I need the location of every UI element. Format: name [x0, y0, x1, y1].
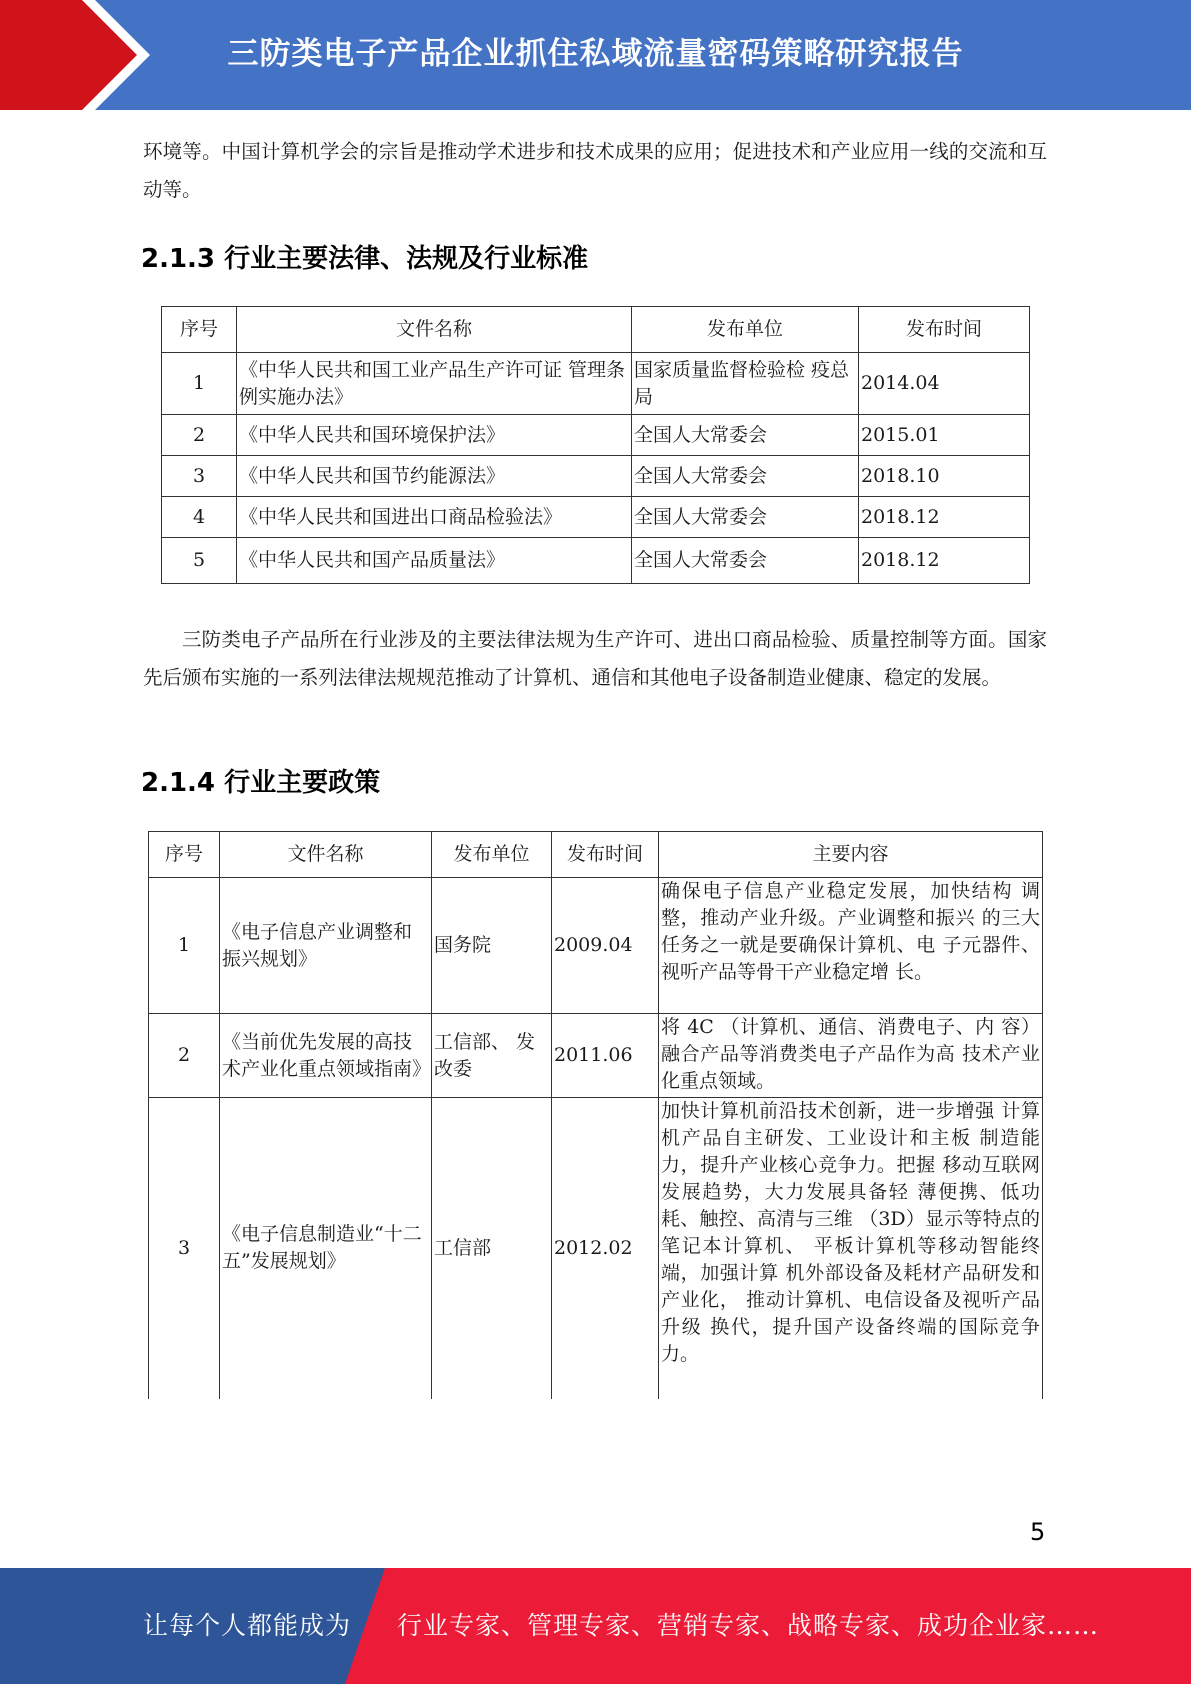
table-cell: 国务院	[432, 878, 552, 1014]
table-cell: 全国人大常委会	[632, 456, 859, 497]
table-cell: 2015.01	[859, 415, 1030, 456]
table-cell: 3	[149, 1098, 220, 1399]
table-cell: 2012.02	[552, 1098, 659, 1399]
header-arrow-decoration	[0, 0, 160, 110]
table-cell: 4	[162, 497, 237, 538]
table-cell: 1	[162, 353, 237, 415]
header-cell: 发布单位	[632, 307, 859, 353]
table-cell: 全国人大常委会	[632, 497, 859, 538]
document-title: 三防类电子产品企业抓住私域流量密码策略研究报告	[227, 35, 964, 72]
table-row	[162, 415, 1030, 456]
footer-slogan-right: 行业专家、管理专家、营销专家、战略专家、成功企业家……	[397, 1611, 1100, 1640]
laws-table	[161, 306, 1030, 584]
header-banner	[0, 0, 1191, 110]
table-cell: 工信部	[432, 1098, 552, 1399]
header-cell: 主要内容	[659, 832, 1043, 878]
table-cell: 3	[162, 456, 237, 497]
header-cell: 文件名称	[220, 832, 432, 878]
table-cell: 将 4C （计算机、通信、消费电子、内 容）融合产品等消费类电子产品作为高 技术产业化重点领域。	[659, 1014, 1043, 1098]
table-row	[162, 538, 1030, 584]
table-cell: 《中华人民共和国产品质量法》	[237, 538, 632, 584]
table-cell: 《中华人民共和国进出口商品检验法》	[237, 497, 632, 538]
table-cell: 2018.12	[859, 538, 1030, 584]
table-cell: 《电子信息产业调整和振兴规划》	[220, 878, 432, 1014]
table-cell: 2009.04	[552, 878, 659, 1014]
header-cell: 序号	[149, 832, 220, 878]
table-cell: 《中华人民共和国环境保护法》	[237, 415, 632, 456]
table-cell: 确保电子信息产业稳定发展，加快结构 调整，推动产业升级。产业调整和振兴 的三大任务之一就是要确保计算机、电 子元器件、视听产品等骨干产业稳定增 长。	[659, 878, 1043, 1014]
laws-paragraph: 三防类电子产品所在行业涉及的主要法律法规为生产许可、进出口商品检验、质量控制等方面。国家先后颁布实施的一系列法律法规规范推动了计算机、通信和其他电子设备制造业健康、稳定的发展。	[143, 628, 1047, 689]
table-cell: 1	[149, 878, 220, 1014]
table-row	[162, 353, 1030, 415]
intro-paragraph: 环境等。中国计算机学会的宗旨是推动学术进步和技术成果的应用；促进技术和产业应用一线的交流和互动等。	[143, 140, 1047, 201]
page-number: 5	[1030, 1518, 1046, 1546]
table-cell: 全国人大常委会	[632, 538, 859, 584]
table-row	[162, 497, 1030, 538]
header-cell: 文件名称	[237, 307, 632, 353]
policies-table	[148, 831, 1043, 1399]
table-cell: 全国人大常委会	[632, 415, 859, 456]
table-row	[162, 456, 1030, 497]
header-cell: 发布时间	[859, 307, 1030, 353]
footer-banner	[0, 1568, 1191, 1684]
table-row	[149, 1014, 1043, 1098]
table-header-row	[149, 832, 1043, 878]
footer-slogan-left: 让每个人都能成为	[143, 1611, 352, 1640]
table-cell: 《当前优先发展的高技术产业化重点领域指南》	[220, 1014, 432, 1098]
section-heading-laws: 2.1.3 行业主要法律、法规及行业标准	[141, 244, 589, 274]
table-header-row	[162, 307, 1030, 353]
table-cell: 2014.04	[859, 353, 1030, 415]
table-row	[149, 878, 1043, 1014]
table-cell: 《中华人民共和国节约能源法》	[237, 456, 632, 497]
table-cell: 工信部、 发改委	[432, 1014, 552, 1098]
table-cell: 2011.06	[552, 1014, 659, 1098]
table-cell: 2018.12	[859, 497, 1030, 538]
table-cell: 国家质量监督检验检 疫总局	[632, 353, 859, 415]
section-heading-policies: 2.1.4 行业主要政策	[141, 768, 381, 798]
table-cell: 5	[162, 538, 237, 584]
table-cell: 2018.10	[859, 456, 1030, 497]
table-cell: 2	[162, 415, 237, 456]
table-cell: 《电子信息制造业“十二五”发展规划》	[220, 1098, 432, 1399]
header-cell: 序号	[162, 307, 237, 353]
table-row	[149, 1098, 1043, 1399]
table-cell: 《中华人民共和国工业产品生产许可证 管理条例实施办法》	[237, 353, 632, 415]
table-cell: 加快计算机前沿技术创新，进一步增强 计算机产品自主研发、工业设计和主板 制造能力，提升产业核心竞争力。把握 移动互联网发展趋势，大力发展具备轻 薄便携、低功耗、触控、高清与三维 （3D）显示等特点的笔记本计算机、 平板计算机等移动智能终端，加强计算 机外部设备及耗材产品研发和产业化， 推动计算机、电信设备及视听产品升级 换代，提升国产设备终端的国际竞争 力。	[659, 1098, 1043, 1399]
header-cell: 发布单位	[432, 832, 552, 878]
header-cell: 发布时间	[552, 832, 659, 878]
table-cell: 2	[149, 1014, 220, 1098]
